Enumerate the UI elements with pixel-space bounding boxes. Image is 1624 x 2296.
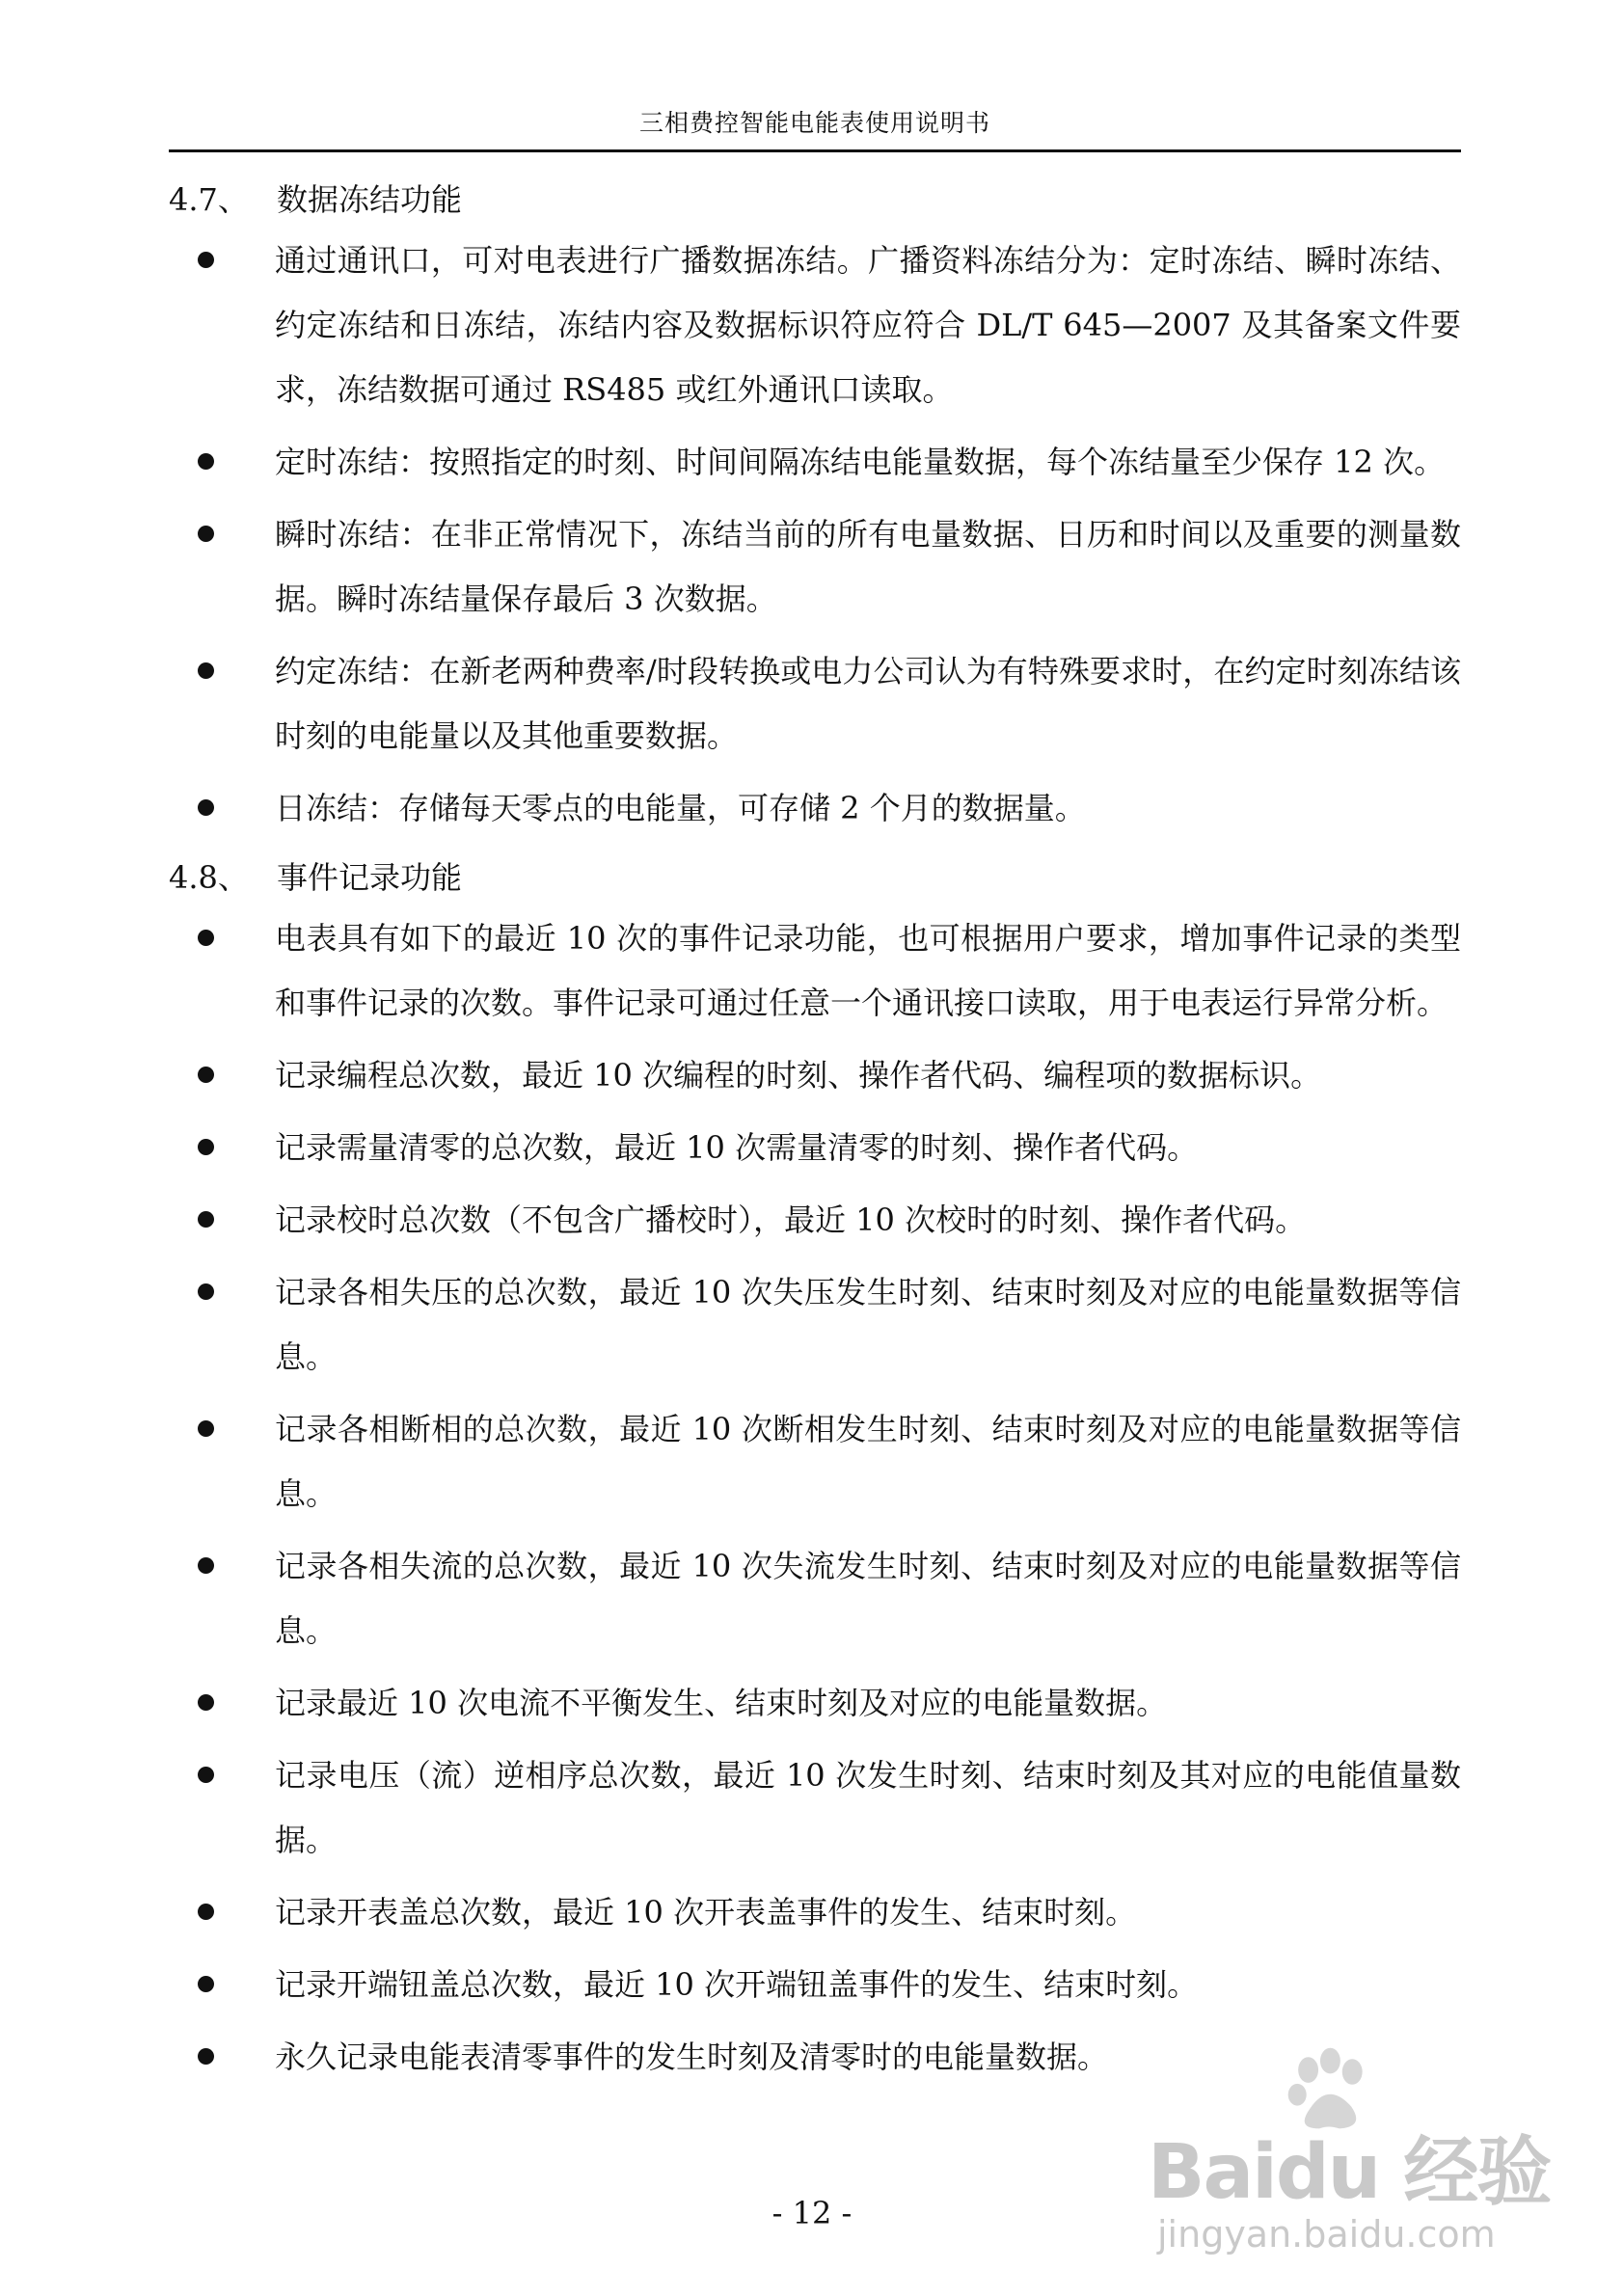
bullet-icon <box>198 453 214 470</box>
list-item <box>169 229 1461 422</box>
bullet-icon <box>198 1904 214 1920</box>
watermark-logo: Baidu 经验 <box>1148 2129 1551 2216</box>
list-item-text: 记录电压（流）逆相序总次数，最近 10 次发生时刻、结束时刻及其对应的电能值量数据。 <box>275 1757 1461 1858</box>
section-title: 数据冻结功能 <box>277 181 463 218</box>
bullet-icon <box>198 1211 214 1228</box>
list-item-text: 记录最近 10 次电流不平衡发生、结束时刻及对应的电能量数据。 <box>275 1685 1168 1721</box>
bullet-icon <box>198 1139 214 1155</box>
list-item-text: 定时冻结：按照指定的时刻、时间间隔冻结电能量数据，每个冻结量至少保存 12 次。 <box>275 444 1446 480</box>
bullet-icon <box>198 930 214 946</box>
bullet-icon <box>198 252 214 268</box>
bullet-icon <box>198 526 214 542</box>
list-item-text: 记录各相失压的总次数，最近 10 次失压发生时刻、结束时刻及对应的电能量数据等信息。 <box>275 1274 1461 1375</box>
list-item-text: 瞬时冻结：在非正常情况下，冻结当前的所有电量数据、日历和时间以及重要的测量数据。瞬时冻结量保存最后 3 次数据。 <box>275 516 1461 617</box>
list-item <box>169 502 1461 632</box>
list-item <box>169 1743 1461 1873</box>
list-item-text: 日冻结：存储每天零点的电能量，可存储 2 个月的数据量。 <box>275 790 1086 826</box>
list-item <box>169 1397 1461 1526</box>
watermark-url: jingyan.baidu.com <box>1157 2213 1496 2255</box>
bullet-icon <box>198 1767 214 1783</box>
list-item <box>169 1953 1461 2017</box>
list-item-text: 永久记录电能表清零事件的发生时刻及清零时的电能量数据。 <box>275 2039 1109 2075</box>
section-data-freeze <box>169 171 1461 841</box>
bullet-icon <box>198 1694 214 1711</box>
list-item <box>169 1260 1461 1390</box>
document-header-title: 三相费控智能电能表使用说明书 <box>638 109 990 137</box>
bullet-icon <box>198 662 214 679</box>
bullet-icon <box>198 1067 214 1083</box>
list-item <box>169 1534 1461 1663</box>
section-heading <box>169 849 1461 906</box>
list-item <box>169 1043 1461 1108</box>
list-item-text: 通过通讯口，可对电表进行广播数据冻结。广播资料冻结分为：定时冻结、瞬时冻结、约定冻结和日冻结，冻结内容及数据标识符应符合 DL/T 645—2007 及其备案文件要求，冻结数据可通过 RS485 或红外通讯口读取。 <box>275 242 1461 408</box>
list-item <box>169 1188 1461 1253</box>
list-item <box>169 1880 1461 1945</box>
list-item <box>169 906 1461 1036</box>
list-item-text: 记录校时总次数（不包含广播校时），最近 10 次校时的时刻、操作者代码。 <box>275 1202 1307 1238</box>
list-item-text: 记录编程总次数，最近 10 次编程的时刻、操作者代码、编程项的数据标识。 <box>275 1057 1322 1094</box>
header-divider <box>169 149 1461 152</box>
bullet-icon <box>198 1976 214 1992</box>
list-item-text: 记录各相失流的总次数，最近 10 次失流发生时刻、结束时刻及对应的电能量数据等信息。 <box>275 1548 1461 1649</box>
list-item <box>169 1116 1461 1180</box>
list-item-text: 约定冻结：在新老两种费率/时段转换或电力公司认为有特殊要求时，在约定时刻冻结该时刻的电能量以及其他重要数据。 <box>275 653 1461 754</box>
bullet-icon <box>198 799 214 816</box>
list-item <box>169 1671 1461 1736</box>
page-number: - 12 - <box>771 2195 853 2231</box>
list-item-text: 记录开表盖总次数，最近 10 次开表盖事件的发生、结束时刻。 <box>275 1894 1137 1931</box>
list-item <box>169 776 1461 841</box>
section-event-records <box>169 849 1461 2090</box>
section-number: 4.8、 <box>169 859 249 896</box>
list-item-text: 记录各相断相的总次数，最近 10 次断相发生时刻、结束时刻及对应的电能量数据等信息。 <box>275 1411 1461 1512</box>
list-item-text: 记录需量清零的总次数，最近 10 次需量清零的时刻、操作者代码。 <box>275 1129 1199 1166</box>
list-item-text: 电表具有如下的最近 10 次的事件记录功能，也可根据用户要求，增加事件记录的类型和事件记录的次数。事件记录可通过任意一个通讯接口读取，用于电表运行异常分析。 <box>275 920 1461 1021</box>
document-body <box>169 171 1461 2097</box>
bullet-icon <box>198 2048 214 2065</box>
section-heading <box>169 171 1461 229</box>
bullet-icon <box>198 1420 214 1437</box>
bullet-icon <box>198 1557 214 1574</box>
list-item <box>169 430 1461 495</box>
bullet-icon <box>198 1283 214 1300</box>
list-item <box>169 639 1461 769</box>
baidu-watermark <box>1138 2044 1582 2276</box>
section-title: 事件记录功能 <box>277 859 463 896</box>
list-item-text: 记录开端钮盖总次数，最近 10 次开端钮盖事件的发生、结束时刻。 <box>275 1966 1199 2003</box>
section-number: 4.7、 <box>169 181 249 218</box>
